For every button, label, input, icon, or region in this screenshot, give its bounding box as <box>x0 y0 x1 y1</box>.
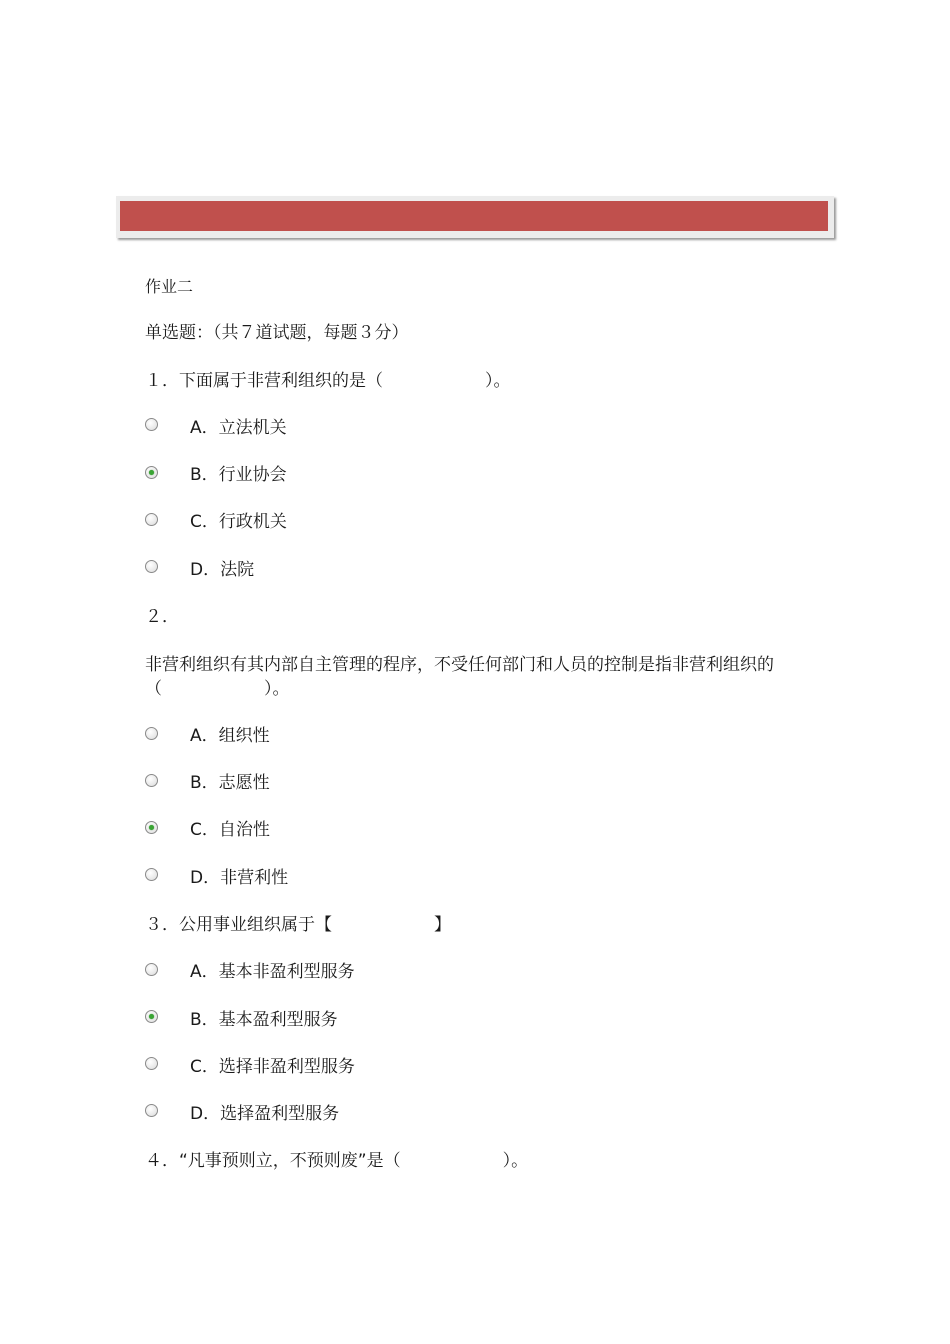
question-1-option-d-radio[interactable] <box>145 560 158 573</box>
section-header: 单选题：（共７道试题，每题３分） <box>145 323 409 343</box>
question-3-stem: ３．公用事业组织属于【 】 <box>145 915 451 935</box>
question-2-option-b-label: B．志愿性 <box>190 773 270 793</box>
header-banner <box>116 196 834 238</box>
question-3-option-b-radio[interactable] <box>145 1010 158 1023</box>
question-1-option-a-radio[interactable] <box>145 418 158 431</box>
question-3-option-a-label: A．基本非盈利型服务 <box>190 962 355 982</box>
page-title: 作业二 <box>145 277 194 296</box>
question-3-option-c-label: C．选择非盈利型服务 <box>190 1057 355 1077</box>
question-1-option-d-label: D．法院 <box>190 560 255 580</box>
question-1-option-c-label: C．行政机关 <box>190 512 287 532</box>
question-2-option-a-radio[interactable] <box>145 727 158 740</box>
question-2-stem: 非营利组织有其内部自主管理的程序，不受任何部门和人员的控制是指非营利组织的（ ）。 <box>145 655 774 699</box>
question-3-option-d-radio[interactable] <box>145 1104 158 1117</box>
question-2-option-c-radio[interactable] <box>145 821 158 834</box>
question-2-option-d-label: D．非营利性 <box>190 868 289 888</box>
question-3-option-d-label: D．选择盈利型服务 <box>190 1104 340 1124</box>
header-banner-fill <box>120 201 828 231</box>
question-2-option-b-radio[interactable] <box>145 774 158 787</box>
question-1-stem: １．下面属于非营利组织的是（ ）。 <box>145 371 511 391</box>
question-3-option-c-radio[interactable] <box>145 1057 158 1070</box>
question-3-option-b-label: B．基本盈利型服务 <box>190 1010 338 1030</box>
question-1-option-c-radio[interactable] <box>145 513 158 526</box>
question-2-number: ２． <box>145 607 179 627</box>
question-1-option-b-label: B．行业协会 <box>190 465 287 485</box>
question-1-option-b-radio[interactable] <box>145 466 158 479</box>
question-4-stem: ４．“凡事预则立，不预则废”是（ ）。 <box>145 1151 529 1171</box>
question-1-option-a-label: A．立法机关 <box>190 418 287 438</box>
question-3-option-a-radio[interactable] <box>145 963 158 976</box>
question-2-option-d-radio[interactable] <box>145 868 158 881</box>
question-2-option-c-label: C．自治性 <box>190 820 270 840</box>
question-2-option-a-label: A．组织性 <box>190 726 270 746</box>
